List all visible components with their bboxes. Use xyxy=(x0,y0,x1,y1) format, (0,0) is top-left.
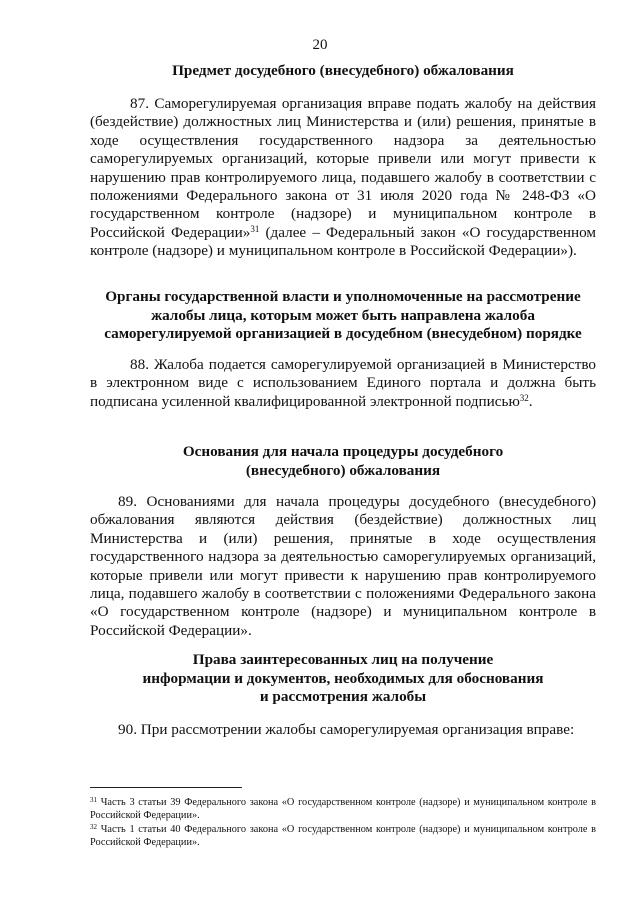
section-heading-subject-of-appeal xyxy=(90,62,596,81)
paragraph-number: 87. xyxy=(130,95,149,112)
paragraph-87 xyxy=(90,95,596,261)
footnote-text: Часть 1 статьи 40 Федерального закона «О государственном контроле (надзоре) и муниципальном контроле в Российской Федерации». xyxy=(90,824,597,849)
paragraph-text: Основаниями для начала процедуры досудебного (внесудебного) обжалования являются действия (бездействие) должностных лиц Министерства и (или) решения, принятые в ходе осуществления государственного надзора за деятельностью саморегулируемых организаций, которые привели или могут привести к нарушению прав контролируемого лица, подавшего жалобу в соответствии с положениями Федерального закона «О государственном контроле (надзоре) и муниципальном контроле в Российской Федерации». xyxy=(90,493,596,639)
footnote-number: 31 xyxy=(90,796,97,804)
footnote-31 xyxy=(90,796,596,822)
heading-line: саморегулируемой организацией в досудебном (внесудебном) порядке xyxy=(104,325,582,342)
paragraph-text: Жалоба подается саморегулируемой организацией в Министерство в электронном виде с использованием Единого портала и должна быть подписана усиленной квалифицированной электронной подписью xyxy=(90,356,597,410)
paragraph-text: При рассмотрении жалобы саморегулируемая организация вправе: xyxy=(140,721,575,738)
paragraph-text: Саморегулируемая организация вправе подать жалобу на действия (бездействие) должностных лиц Министерства и (или) решения, принятые в ходе осуществления государственного надзора за деятельностью саморегулируемых организаций, которые привели или могут привести к нарушению прав контролируемого лица, подавшего жалобу в соответствии с положениями Федерального закона от 31 июля 2020 года № 248-ФЗ «О государственном контроле (надзоре) и муниципальном контроле в Российской Федерации» xyxy=(90,95,597,241)
heading-line: (внесудебного) обжалования xyxy=(245,461,441,479)
heading-text: Предмет досудебного (внесудебного) обжалования xyxy=(172,62,514,79)
footnote-text: Часть 3 статьи 39 Федерального закона «О государственном контроле (надзоре) и муниципальном контроле в Российской Федерации». xyxy=(90,797,597,822)
section-heading-rights xyxy=(90,651,596,707)
footnote-number: 32 xyxy=(90,823,97,831)
page-number: 20 xyxy=(312,37,328,53)
paragraph-89 xyxy=(90,493,596,640)
paragraph-90 xyxy=(90,721,596,739)
section-heading-grounds xyxy=(90,443,596,480)
paragraph-text-continued: (далее – Федеральный закон «О государственном контроле (надзоре) и муниципальном контроле в Российской Федерации»). xyxy=(90,223,596,260)
heading-line: информации и документов, необходимых для обоснования xyxy=(142,669,544,687)
paragraph-number: 88. xyxy=(130,356,149,373)
heading-line: Основания для начала процедуры досудебного xyxy=(182,443,504,460)
heading-line: и рассмотрения жалобы xyxy=(259,688,427,705)
heading-line: Органы государственной власти и уполномоченные на рассмотрение xyxy=(105,288,581,305)
footnote-reference[interactable]: 32 xyxy=(519,392,529,403)
paragraph-number: 90. xyxy=(118,721,137,738)
paragraph-text-continued: . xyxy=(528,392,533,410)
paragraph-88 xyxy=(90,356,596,411)
footnote-reference[interactable]: 31 xyxy=(250,223,260,234)
paragraph-number: 89. xyxy=(118,493,137,510)
heading-line: Права заинтересованных лиц на получение xyxy=(192,651,494,668)
heading-line: жалобы лица, которым может быть направлена жалоба xyxy=(151,306,535,324)
footnote-32 xyxy=(90,823,596,849)
section-heading-authorities xyxy=(90,288,596,344)
footnote-divider xyxy=(90,787,242,788)
